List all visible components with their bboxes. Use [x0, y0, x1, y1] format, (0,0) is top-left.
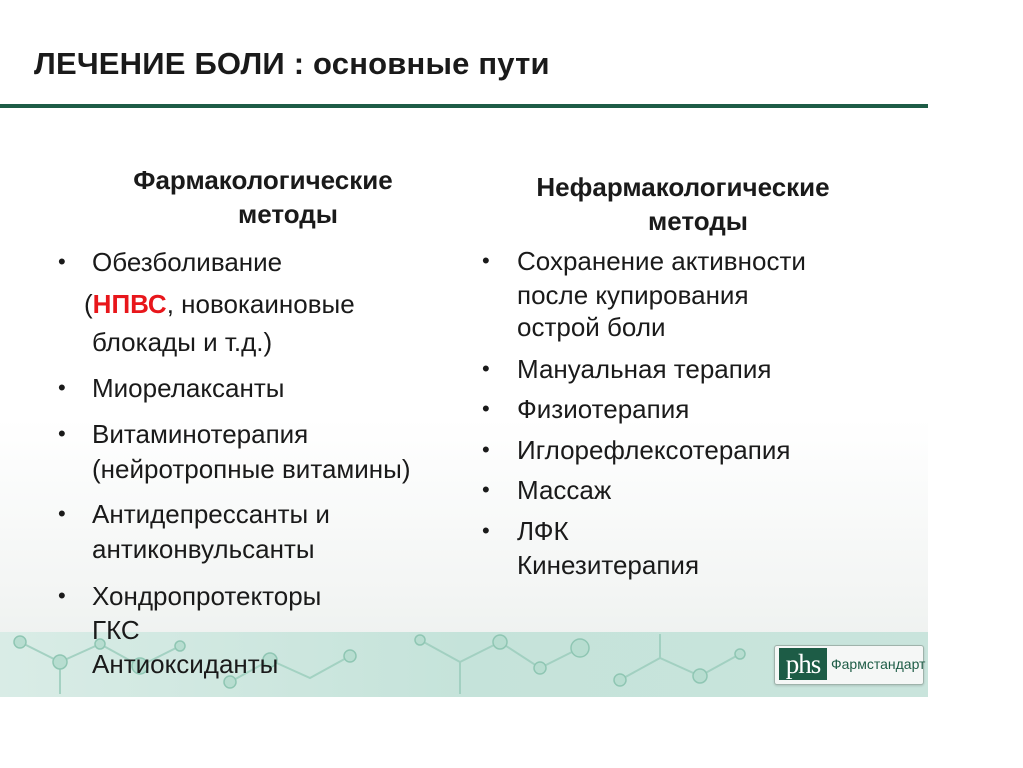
right-item-activity: Сохранение активности: [517, 246, 806, 276]
right-item-kinesitherapy: Кинезитерапия: [517, 550, 700, 580]
bullet-marker: •: [58, 375, 66, 400]
right-item-activity-line3: острой боли: [517, 312, 666, 342]
left-item-analgesia-detail: [84, 288, 355, 320]
slide-title: ЛЕЧЕНИЕ БОЛИ : основные пути: [34, 46, 550, 81]
right-item-activity-line2: после купирования: [517, 280, 749, 310]
nsaid-highlight: НПВС: [92, 289, 167, 319]
right-item-exercise-therapy: ЛФК: [517, 516, 569, 546]
bullet-marker: •: [482, 396, 490, 421]
left-item-chondroprotectors: Хондропротекторы: [92, 581, 322, 611]
bullet-marker: •: [482, 518, 490, 543]
left-heading-line1: Фармакологические: [133, 165, 393, 195]
left-column-heading: [98, 163, 438, 231]
bullet-marker: •: [482, 356, 490, 381]
right-item-massage: Массаж: [517, 475, 612, 505]
right-column-heading: [498, 170, 868, 238]
right-item-reflexotherapy: Иглорефлексотерапия: [517, 435, 791, 465]
left-item-analgesia: Обезболивание: [92, 247, 283, 277]
logo-mark: phs: [779, 648, 827, 680]
right-item-manual-therapy: Мануальная терапия: [517, 354, 772, 384]
pharmstandard-logo: [774, 645, 924, 685]
left-heading-line2: методы: [238, 199, 338, 229]
left-item-vitamin-therapy: Витаминотерапия: [92, 419, 309, 449]
left-item-antidepressants: Антидепрессанты и: [92, 499, 330, 529]
left-item-antioxidants: Антиоксиданты: [92, 649, 279, 679]
left-item-muscle-relaxants: Миорелаксанты: [92, 373, 285, 403]
right-heading-line2: методы: [648, 206, 748, 236]
bullet-marker: •: [58, 249, 66, 274]
bullet-marker: •: [58, 421, 66, 446]
left-item-analgesia-detail-line2: блокады и т.д.): [92, 327, 273, 357]
left-item-gcs: ГКС: [92, 615, 140, 645]
paren-open: (: [84, 289, 93, 319]
left-item-vitamin-therapy-line2: (нейротропные витамины): [92, 454, 411, 484]
bullet-marker: •: [482, 248, 490, 273]
right-item-physiotherapy: Физиотерапия: [517, 394, 690, 424]
logo-text: Фармстандарт: [831, 656, 926, 672]
analgesia-detail-rest: , новокаиновые: [166, 289, 355, 319]
right-heading-line1: Нефармакологические: [536, 172, 830, 202]
bullet-marker: •: [58, 583, 66, 608]
left-item-antidepressants-line2: антиконвульсанты: [92, 534, 315, 564]
bullet-marker: •: [58, 501, 66, 526]
bullet-marker: •: [482, 477, 490, 502]
bullet-marker: •: [482, 437, 490, 462]
title-divider: [0, 104, 928, 108]
